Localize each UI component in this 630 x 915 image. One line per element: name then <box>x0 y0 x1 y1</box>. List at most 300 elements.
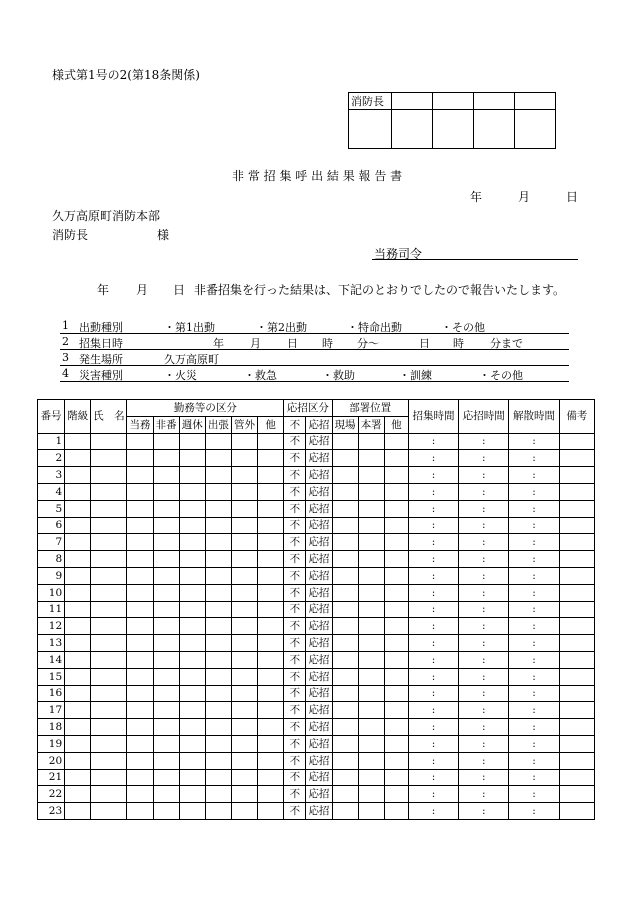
blank-cell <box>91 685 127 702</box>
blank-cell <box>358 719 384 736</box>
gather-time-cell: : <box>408 433 458 450</box>
blank-cell <box>358 685 384 702</box>
blank-cell <box>179 752 205 769</box>
blank-cell <box>384 735 408 752</box>
blank-cell <box>258 467 284 484</box>
blank-cell <box>231 483 257 500</box>
blank-cell <box>179 685 205 702</box>
responded-cell: 応招 <box>306 584 332 601</box>
item-4-number: 4 <box>62 367 69 380</box>
not-responded-cell: 不 <box>284 803 306 820</box>
blank-cell <box>258 567 284 584</box>
gather-time-cell: : <box>408 500 458 517</box>
table-row <box>38 483 595 500</box>
header-duty-sub: 管外 <box>231 416 257 433</box>
blank-cell <box>91 702 127 719</box>
blank-cell <box>384 618 408 635</box>
blank-cell <box>258 584 284 601</box>
blank-cell <box>358 601 384 618</box>
blank-cell <box>384 635 408 652</box>
blank-cell <box>205 786 231 803</box>
blank-cell <box>231 467 257 484</box>
blank-cell <box>179 635 205 652</box>
row-number: 12 <box>38 618 65 635</box>
blank-cell <box>258 752 284 769</box>
blank-cell <box>332 567 358 584</box>
responded-cell: 応招 <box>306 786 332 803</box>
blank-cell <box>127 719 153 736</box>
item-1-underline <box>60 333 569 334</box>
header-resp-sub: 不 <box>284 416 306 433</box>
blank-cell <box>358 786 384 803</box>
blank-cell <box>384 567 408 584</box>
blank-cell <box>91 483 127 500</box>
responded-cell: 応招 <box>306 735 332 752</box>
blank-cell <box>153 584 179 601</box>
table-body <box>38 433 595 819</box>
blank-cell <box>384 500 408 517</box>
blank-cell <box>179 551 205 568</box>
blank-cell <box>205 651 231 668</box>
table-row <box>38 567 595 584</box>
blank-cell <box>384 752 408 769</box>
blank-cell <box>231 702 257 719</box>
addressee-org: 久万高原町消防本部 <box>52 209 161 223</box>
gather-time-cell: : <box>408 450 458 467</box>
blank-cell <box>65 483 91 500</box>
blank-cell <box>231 618 257 635</box>
table-row <box>38 618 595 635</box>
respond-time-cell: : <box>459 668 509 685</box>
not-responded-cell: 不 <box>284 752 306 769</box>
item-4-option: ・火災 <box>164 369 197 382</box>
gather-time-cell: : <box>408 719 458 736</box>
row-number: 14 <box>38 651 65 668</box>
gather-time-cell: : <box>408 534 458 551</box>
remarks-cell <box>559 517 594 534</box>
stamp-cell <box>433 110 474 149</box>
not-responded-cell: 不 <box>284 601 306 618</box>
blank-cell <box>127 551 153 568</box>
gather-time-cell: : <box>408 601 458 618</box>
release-time-cell: : <box>509 517 559 534</box>
blank-cell <box>332 803 358 820</box>
item-2-from-minute: 分〜 <box>357 337 379 350</box>
not-responded-cell: 不 <box>284 483 306 500</box>
blank-cell <box>127 450 153 467</box>
blank-cell <box>205 618 231 635</box>
intro-month: 月 <box>136 283 149 297</box>
table-row <box>38 500 595 517</box>
release-time-cell: : <box>509 467 559 484</box>
blank-cell <box>153 752 179 769</box>
blank-cell <box>332 719 358 736</box>
table-row <box>38 651 595 668</box>
row-number: 16 <box>38 685 65 702</box>
respond-time-cell: : <box>459 752 509 769</box>
respond-time-cell: : <box>459 517 509 534</box>
respond-time-cell: : <box>459 803 509 820</box>
blank-cell <box>384 584 408 601</box>
header-pos-sub: 本署 <box>358 416 384 433</box>
blank-cell <box>91 786 127 803</box>
table-row <box>38 769 595 786</box>
blank-cell <box>205 450 231 467</box>
blank-cell <box>153 668 179 685</box>
row-number: 11 <box>38 601 65 618</box>
header-duty-sub: 出張 <box>205 416 231 433</box>
remarks-cell <box>559 551 594 568</box>
remarks-cell <box>559 450 594 467</box>
remarks-cell <box>559 668 594 685</box>
not-responded-cell: 不 <box>284 719 306 736</box>
item-4-label: 災害種別 <box>79 369 123 382</box>
stamp-cell <box>474 93 515 110</box>
blank-cell <box>91 517 127 534</box>
blank-cell <box>358 635 384 652</box>
respond-time-cell: : <box>459 450 509 467</box>
responded-cell: 応招 <box>306 567 332 584</box>
respond-time-cell: : <box>459 534 509 551</box>
form-id: 様式第1号の2(第18条関係) <box>52 68 200 82</box>
blank-cell <box>65 635 91 652</box>
blank-cell <box>358 551 384 568</box>
not-responded-cell: 不 <box>284 735 306 752</box>
item-4-underline <box>60 381 569 382</box>
blank-cell <box>231 517 257 534</box>
stamp-cell <box>515 93 556 110</box>
header-release-time: 解散時間 <box>509 400 559 434</box>
blank-cell <box>65 769 91 786</box>
blank-cell <box>358 534 384 551</box>
stamp-cell <box>349 110 392 149</box>
blank-cell <box>358 517 384 534</box>
header-name: 氏 名 <box>91 400 127 434</box>
blank-cell <box>231 685 257 702</box>
blank-cell <box>384 534 408 551</box>
blank-cell <box>65 584 91 601</box>
blank-cell <box>91 803 127 820</box>
header-pos-sub: 他 <box>384 416 408 433</box>
blank-cell <box>258 433 284 450</box>
row-number: 22 <box>38 786 65 803</box>
remarks-cell <box>559 567 594 584</box>
blank-cell <box>332 702 358 719</box>
blank-cell <box>179 719 205 736</box>
remarks-cell <box>559 685 594 702</box>
blank-cell <box>205 601 231 618</box>
blank-cell <box>179 517 205 534</box>
blank-cell <box>332 534 358 551</box>
item-2-from-month: 月 <box>250 337 261 350</box>
blank-cell <box>205 769 231 786</box>
blank-cell <box>153 702 179 719</box>
gather-time-cell: : <box>408 584 458 601</box>
blank-cell <box>153 534 179 551</box>
blank-cell <box>332 618 358 635</box>
respond-time-cell: : <box>459 651 509 668</box>
blank-cell <box>258 517 284 534</box>
blank-cell <box>231 769 257 786</box>
gather-time-cell: : <box>408 668 458 685</box>
blank-cell <box>205 517 231 534</box>
respond-time-cell: : <box>459 584 509 601</box>
blank-cell <box>153 517 179 534</box>
blank-cell <box>153 685 179 702</box>
blank-cell <box>205 551 231 568</box>
blank-cell <box>179 668 205 685</box>
remarks-cell <box>559 752 594 769</box>
blank-cell <box>153 500 179 517</box>
blank-cell <box>127 635 153 652</box>
blank-cell <box>127 702 153 719</box>
blank-cell <box>358 584 384 601</box>
release-time-cell: : <box>509 551 559 568</box>
remarks-cell <box>559 500 594 517</box>
blank-cell <box>258 719 284 736</box>
item-1-label: 出動種別 <box>79 321 123 334</box>
reporter-underline <box>372 259 578 260</box>
item-4-option: ・訓練 <box>399 369 432 382</box>
item-1-option: ・その他 <box>441 321 485 334</box>
blank-cell <box>231 551 257 568</box>
item-2-from-year: 年 <box>213 337 224 350</box>
blank-cell <box>91 567 127 584</box>
blank-cell <box>258 769 284 786</box>
header-gather-time: 招集時間 <box>408 400 458 434</box>
table-row <box>38 551 595 568</box>
blank-cell <box>65 517 91 534</box>
not-responded-cell: 不 <box>284 551 306 568</box>
blank-cell <box>358 651 384 668</box>
not-responded-cell: 不 <box>284 433 306 450</box>
blank-cell <box>65 786 91 803</box>
blank-cell <box>332 635 358 652</box>
blank-cell <box>205 685 231 702</box>
blank-cell <box>179 803 205 820</box>
release-time-cell: : <box>509 483 559 500</box>
responded-cell: 応招 <box>306 635 332 652</box>
table-row <box>38 517 595 534</box>
blank-cell <box>91 601 127 618</box>
header-number: 番号 <box>38 400 65 434</box>
blank-cell <box>153 769 179 786</box>
remarks-cell <box>559 803 594 820</box>
blank-cell <box>231 500 257 517</box>
table-row <box>38 803 595 820</box>
blank-cell <box>384 786 408 803</box>
blank-cell <box>258 601 284 618</box>
approval-stamp-box <box>348 92 556 149</box>
blank-cell <box>65 735 91 752</box>
blank-cell <box>332 651 358 668</box>
blank-cell <box>65 752 91 769</box>
respond-time-cell: : <box>459 467 509 484</box>
gather-time-cell: : <box>408 467 458 484</box>
row-number: 20 <box>38 752 65 769</box>
release-time-cell: : <box>509 433 559 450</box>
blank-cell <box>358 752 384 769</box>
remarks-cell <box>559 534 594 551</box>
respond-time-cell: : <box>459 702 509 719</box>
table-row <box>38 752 595 769</box>
blank-cell <box>65 668 91 685</box>
blank-cell <box>153 735 179 752</box>
blank-cell <box>127 618 153 635</box>
blank-cell <box>384 601 408 618</box>
header-rank: 階級 <box>65 400 91 434</box>
row-number: 6 <box>38 517 65 534</box>
blank-cell <box>127 651 153 668</box>
not-responded-cell: 不 <box>284 618 306 635</box>
item-2-underline <box>60 349 569 350</box>
blank-cell <box>205 719 231 736</box>
respond-time-cell: : <box>459 601 509 618</box>
release-time-cell: : <box>509 651 559 668</box>
blank-cell <box>127 601 153 618</box>
blank-cell <box>91 719 127 736</box>
blank-cell <box>205 567 231 584</box>
not-responded-cell: 不 <box>284 584 306 601</box>
blank-cell <box>65 551 91 568</box>
header-respond-time: 応招時間 <box>459 400 509 434</box>
blank-cell <box>384 651 408 668</box>
respond-time-cell: : <box>459 551 509 568</box>
release-time-cell: : <box>509 803 559 820</box>
row-number: 10 <box>38 584 65 601</box>
release-time-cell: : <box>509 534 559 551</box>
blank-cell <box>358 483 384 500</box>
row-number: 19 <box>38 735 65 752</box>
responded-cell: 応招 <box>306 769 332 786</box>
table-row <box>38 635 595 652</box>
blank-cell <box>205 635 231 652</box>
not-responded-cell: 不 <box>284 534 306 551</box>
release-time-cell: : <box>509 584 559 601</box>
release-time-cell: : <box>509 500 559 517</box>
row-number: 3 <box>38 467 65 484</box>
responded-cell: 応招 <box>306 702 332 719</box>
blank-cell <box>205 433 231 450</box>
blank-cell <box>258 450 284 467</box>
responded-cell: 応招 <box>306 483 332 500</box>
blank-cell <box>231 584 257 601</box>
header-duty: 勤務等の区分 <box>127 400 284 417</box>
table-row <box>38 467 595 484</box>
row-number: 18 <box>38 719 65 736</box>
blank-cell <box>179 601 205 618</box>
item-1-number: 1 <box>62 319 69 332</box>
responded-cell: 応招 <box>306 803 332 820</box>
intro-day: 日 <box>173 283 186 297</box>
table-row <box>38 702 595 719</box>
remarks-cell <box>559 651 594 668</box>
remarks-cell <box>559 483 594 500</box>
reporter-label: 当務司令 <box>374 247 423 261</box>
blank-cell <box>358 803 384 820</box>
row-number: 17 <box>38 702 65 719</box>
blank-cell <box>258 500 284 517</box>
blank-cell <box>153 551 179 568</box>
blank-cell <box>231 534 257 551</box>
blank-cell <box>65 433 91 450</box>
blank-cell <box>153 618 179 635</box>
item-3-number: 3 <box>62 351 69 364</box>
responded-cell: 応招 <box>306 651 332 668</box>
header-duty-sub: 週休 <box>179 416 205 433</box>
blank-cell <box>91 467 127 484</box>
respond-time-cell: : <box>459 433 509 450</box>
table-row <box>38 719 595 736</box>
blank-cell <box>65 534 91 551</box>
table-row <box>38 534 595 551</box>
stamp-cell <box>515 110 556 149</box>
blank-cell <box>153 635 179 652</box>
release-time-cell: : <box>509 752 559 769</box>
row-number: 7 <box>38 534 65 551</box>
header-remarks: 備考 <box>559 400 594 434</box>
blank-cell <box>65 618 91 635</box>
blank-cell <box>179 500 205 517</box>
blank-cell <box>127 735 153 752</box>
release-time-cell: : <box>509 618 559 635</box>
row-number: 9 <box>38 567 65 584</box>
remarks-cell <box>559 601 594 618</box>
blank-cell <box>384 719 408 736</box>
respond-time-cell: : <box>459 635 509 652</box>
responded-cell: 応招 <box>306 433 332 450</box>
blank-cell <box>179 567 205 584</box>
blank-cell <box>65 685 91 702</box>
remarks-cell <box>559 769 594 786</box>
blank-cell <box>205 752 231 769</box>
blank-cell <box>231 735 257 752</box>
blank-cell <box>384 551 408 568</box>
blank-cell <box>332 668 358 685</box>
item-2-to-hour: 時 <box>453 337 464 350</box>
blank-cell <box>179 702 205 719</box>
addressee-honorific: 様 <box>157 228 170 242</box>
blank-cell <box>205 483 231 500</box>
gather-time-cell: : <box>408 567 458 584</box>
blank-cell <box>127 752 153 769</box>
gather-time-cell: : <box>408 551 458 568</box>
not-responded-cell: 不 <box>284 769 306 786</box>
blank-cell <box>205 735 231 752</box>
gather-time-cell: : <box>408 803 458 820</box>
blank-cell <box>65 651 91 668</box>
item-3-underline <box>60 365 569 366</box>
blank-cell <box>153 433 179 450</box>
respond-time-cell: : <box>459 719 509 736</box>
not-responded-cell: 不 <box>284 702 306 719</box>
row-number: 8 <box>38 551 65 568</box>
blank-cell <box>231 668 257 685</box>
blank-cell <box>91 668 127 685</box>
blank-cell <box>258 618 284 635</box>
remarks-cell <box>559 618 594 635</box>
responded-cell: 応招 <box>306 467 332 484</box>
gather-time-cell: : <box>408 635 458 652</box>
item-3-value: 久万高原町 <box>164 353 219 366</box>
respond-time-cell: : <box>459 735 509 752</box>
blank-cell <box>384 450 408 467</box>
release-time-cell: : <box>509 450 559 467</box>
blank-cell <box>65 567 91 584</box>
blank-cell <box>91 500 127 517</box>
blank-cell <box>358 668 384 685</box>
item-4-option: ・救助 <box>322 369 355 382</box>
